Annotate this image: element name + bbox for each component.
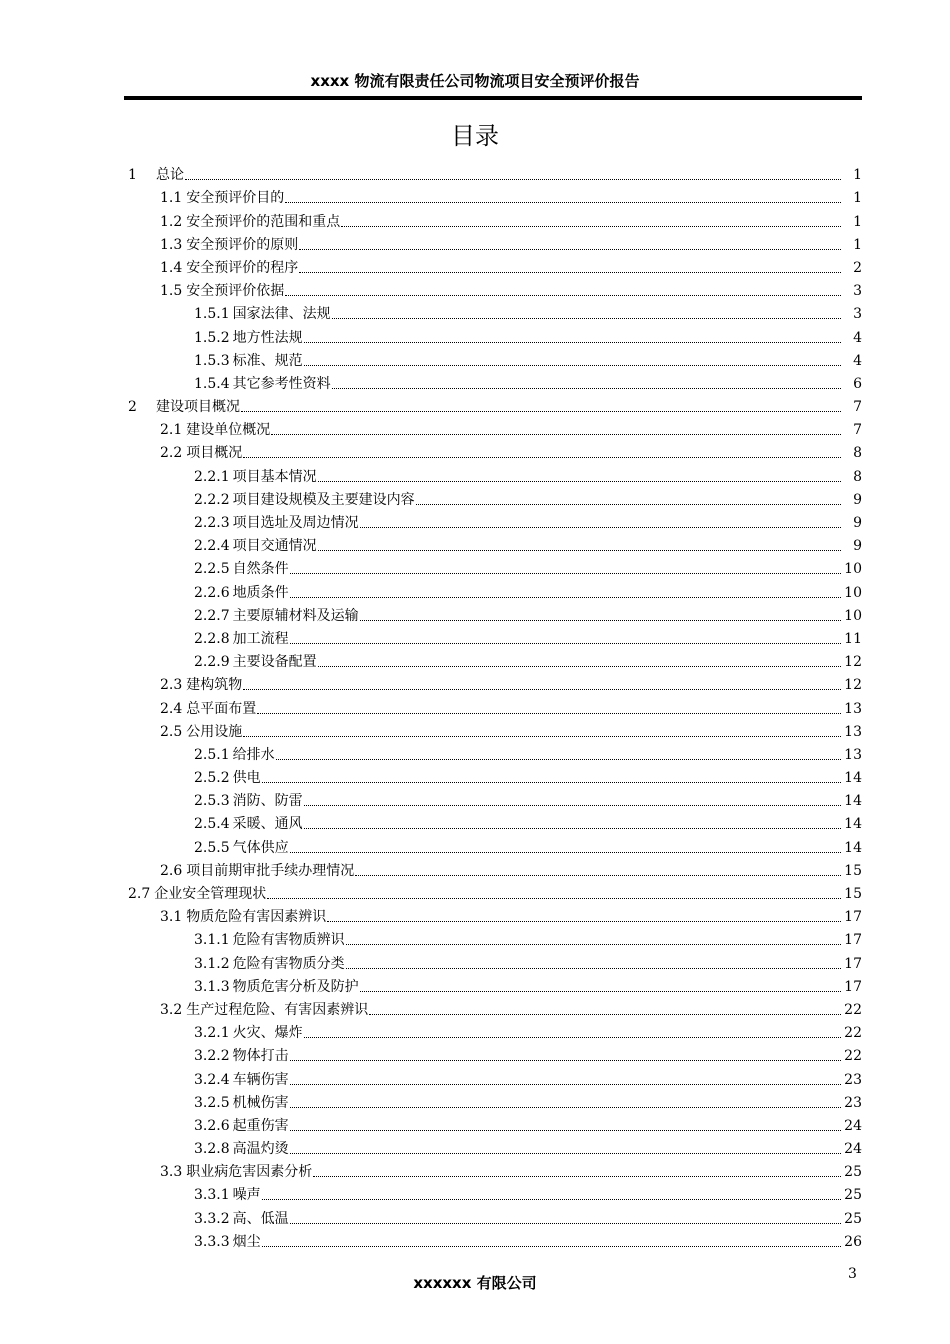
toc-entry-page: 13 xyxy=(844,723,862,740)
toc-entry-label: 危险有害物质分类 xyxy=(232,955,345,972)
toc-entry-page: 12 xyxy=(844,677,862,694)
toc-entry[interactable] xyxy=(124,1181,862,1204)
toc-entry-page: 14 xyxy=(844,839,862,856)
dot-leader xyxy=(369,1013,841,1015)
toc-entry[interactable] xyxy=(124,764,862,787)
toc-entry-label: 标准、规范 xyxy=(232,352,303,369)
toc-entry-label: 项目基本情况 xyxy=(232,468,317,485)
dot-leader xyxy=(304,341,841,343)
toc-entry-label: 项目概况 xyxy=(186,445,243,462)
toc-entry[interactable] xyxy=(124,1158,862,1181)
footer-company: xxxxxx 有限公司 xyxy=(413,1274,537,1292)
toc-entry-number: 2.2.9 xyxy=(194,654,230,671)
toc-entry-label: 烟尘 xyxy=(232,1233,261,1250)
toc-entry[interactable] xyxy=(124,231,862,254)
toc-entry-number: 1 xyxy=(128,167,137,184)
page-number: 3 xyxy=(848,1266,857,1282)
toc-entry-number: 2.5.5 xyxy=(194,839,230,856)
toc-entry-label: 高、低温 xyxy=(232,1210,289,1227)
table-of-contents xyxy=(124,161,862,1251)
toc-entry[interactable] xyxy=(124,277,862,300)
toc-entry-label: 物质危害分析及防护 xyxy=(232,978,359,995)
toc-entry[interactable] xyxy=(124,810,862,833)
toc-entry-page: 22 xyxy=(844,1001,862,1018)
dot-leader xyxy=(346,943,841,945)
toc-entry[interactable] xyxy=(124,509,862,532)
toc-entry-page: 10 xyxy=(844,561,862,578)
toc-entry-page: 25 xyxy=(844,1164,862,1181)
dot-leader xyxy=(290,596,841,598)
toc-entry-page: 25 xyxy=(844,1187,862,1204)
toc-entry-page: 2 xyxy=(853,259,862,276)
dot-leader xyxy=(290,572,841,574)
toc-entry-number: 2.3 xyxy=(160,677,183,694)
toc-entry-page: 8 xyxy=(853,468,862,485)
toc-entry[interactable] xyxy=(124,996,862,1019)
toc-entry-page: 10 xyxy=(844,584,862,601)
toc-entry-label: 建设项目概况 xyxy=(156,399,240,416)
toc-entry-number: 1.5 xyxy=(160,283,183,300)
toc-entry-label: 火灾、爆炸 xyxy=(232,1025,303,1042)
toc-entry[interactable] xyxy=(124,1112,862,1135)
dot-leader xyxy=(285,294,841,296)
toc-entry-page: 17 xyxy=(844,978,862,995)
toc-entry-number: 1.2 xyxy=(160,213,183,230)
toc-entry-number: 1.5.3 xyxy=(194,352,230,369)
toc-entry-number: 2.2.2 xyxy=(194,491,230,508)
toc-entry-page: 22 xyxy=(844,1048,862,1065)
header-rule xyxy=(124,96,862,100)
toc-entry-page: 7 xyxy=(853,422,862,439)
toc-entry[interactable] xyxy=(124,416,862,439)
toc-entry-page: 22 xyxy=(844,1025,862,1042)
toc-entry[interactable] xyxy=(124,949,862,972)
toc-entry-page: 1 xyxy=(853,236,862,253)
dot-leader xyxy=(304,1036,841,1038)
toc-entry[interactable] xyxy=(124,1042,862,1065)
toc-entry-number: 3.1 xyxy=(160,909,183,926)
toc-entry-label: 自然条件 xyxy=(232,561,289,578)
toc-entry-label: 项目前期审批手续办理情况 xyxy=(186,862,355,879)
toc-entry[interactable] xyxy=(124,254,862,277)
dot-leader xyxy=(299,271,841,273)
toc-entry-number: 1.3 xyxy=(160,236,183,253)
dot-leader xyxy=(290,851,841,853)
dot-leader xyxy=(318,665,841,667)
toc-entry-page: 25 xyxy=(844,1210,862,1227)
toc-entry-number: 3.2.1 xyxy=(194,1025,230,1042)
toc-entry-page: 8 xyxy=(853,445,862,462)
toc-entry-page: 1 xyxy=(853,213,862,230)
dot-leader xyxy=(267,897,841,899)
dot-leader xyxy=(290,1129,841,1131)
toc-entry-label: 采暖、通风 xyxy=(232,816,303,833)
dot-leader xyxy=(285,201,841,203)
toc-entry-number: 3.2.5 xyxy=(194,1094,230,1111)
dot-leader xyxy=(313,1175,841,1177)
dot-leader xyxy=(271,433,841,435)
toc-entry-label: 消防、防雷 xyxy=(232,793,303,810)
dot-leader xyxy=(304,364,841,366)
toc-entry[interactable] xyxy=(124,300,862,323)
toc-entry-page: 17 xyxy=(844,932,862,949)
toc-title: 目录 xyxy=(451,122,499,150)
toc-entry-page: 9 xyxy=(853,515,862,531)
dot-leader xyxy=(257,712,841,714)
toc-entry-page: 9 xyxy=(853,538,862,555)
toc-entry-number: 3.3 xyxy=(160,1164,183,1181)
toc-entry[interactable] xyxy=(124,347,862,370)
toc-entry-number: 2.2.7 xyxy=(194,607,230,624)
toc-entry[interactable] xyxy=(124,903,862,926)
toc-entry[interactable] xyxy=(124,833,862,856)
toc-entry[interactable] xyxy=(124,926,862,949)
toc-entry[interactable] xyxy=(124,973,862,996)
toc-entry[interactable] xyxy=(124,787,862,810)
dot-leader xyxy=(327,920,841,922)
toc-entry[interactable] xyxy=(124,323,862,346)
toc-entry-page: 9 xyxy=(853,491,862,508)
dot-leader xyxy=(243,456,841,458)
dot-leader xyxy=(360,619,841,621)
toc-entry[interactable] xyxy=(124,880,862,903)
toc-entry-number: 2.4 xyxy=(160,700,183,717)
dot-leader xyxy=(241,410,841,412)
toc-entry-page: 14 xyxy=(844,770,862,787)
toc-entry-label: 安全预评价的原则 xyxy=(186,236,299,253)
toc-entry-number: 3.1.1 xyxy=(194,932,230,949)
toc-entry-label: 主要原辅材料及运输 xyxy=(232,607,359,624)
toc-entry-number: 2.2.5 xyxy=(194,561,230,578)
toc-entry-label: 公用设施 xyxy=(186,723,243,740)
toc-entry-label: 总平面布置 xyxy=(186,700,257,717)
toc-entry-number: 1.5.4 xyxy=(194,375,230,392)
toc-entry-page: 15 xyxy=(844,862,862,879)
toc-entry[interactable] xyxy=(124,648,862,671)
toc-entry-number: 3.1.3 xyxy=(194,978,230,995)
toc-entry-label: 物质危险有害因素辨识 xyxy=(186,909,327,926)
toc-entry-page: 15 xyxy=(844,886,862,902)
toc-entry-number: 2.2.8 xyxy=(194,630,230,647)
toc-entry-label: 安全预评价目的 xyxy=(186,190,285,207)
toc-entry-number: 2 xyxy=(128,399,137,416)
dot-leader xyxy=(360,990,841,992)
toc-entry[interactable] xyxy=(124,857,862,880)
toc-entry-page: 4 xyxy=(853,352,862,369)
dot-leader xyxy=(290,1106,841,1108)
toc-entry-label: 气体供应 xyxy=(232,839,289,856)
toc-entry[interactable] xyxy=(124,161,862,184)
toc-entry-label: 建构筑物 xyxy=(186,677,243,694)
toc-entry-number: 1.1 xyxy=(160,190,183,207)
toc-entry-label: 噪声 xyxy=(232,1187,261,1204)
dot-leader xyxy=(262,781,841,783)
toc-entry[interactable] xyxy=(124,625,862,648)
dot-leader xyxy=(360,526,841,528)
toc-entry-page: 6 xyxy=(853,375,862,392)
toc-entry-label: 总论 xyxy=(156,167,184,184)
dot-leader xyxy=(262,1198,841,1200)
toc-entry-number: 2.2.4 xyxy=(194,538,230,555)
toc-entry-number: 3.2 xyxy=(160,1001,183,1018)
toc-entry-page: 14 xyxy=(844,793,862,810)
toc-entry-label: 安全预评价依据 xyxy=(186,283,285,300)
toc-entry[interactable] xyxy=(124,439,862,462)
toc-entry-page: 14 xyxy=(844,816,862,833)
toc-entry-number: 2.2 xyxy=(160,445,183,462)
dot-leader xyxy=(318,549,841,551)
toc-entry-label: 国家法律、法规 xyxy=(232,306,331,323)
toc-entry-page: 4 xyxy=(853,329,862,346)
toc-entry[interactable] xyxy=(124,207,862,230)
toc-entry-page: 17 xyxy=(844,955,862,972)
toc-entry-label: 给排水 xyxy=(232,746,275,763)
toc-entry-label: 危险有害物质辨识 xyxy=(232,932,345,949)
toc-entry[interactable] xyxy=(124,578,862,601)
dot-leader xyxy=(276,758,841,760)
toc-entry-page: 12 xyxy=(844,654,862,671)
toc-entry-page: 3 xyxy=(853,283,862,300)
toc-entry-page: 1 xyxy=(853,190,862,207)
dot-leader xyxy=(299,248,841,250)
toc-entry-number: 2.6 xyxy=(160,862,183,879)
toc-entry-page: 1 xyxy=(853,167,862,184)
toc-entry[interactable] xyxy=(124,393,862,416)
toc-entry-number: 3.1.2 xyxy=(194,955,230,972)
toc-entry[interactable] xyxy=(124,718,862,741)
toc-entry-page: 23 xyxy=(844,1094,862,1111)
dot-leader xyxy=(416,503,841,505)
dot-leader xyxy=(290,1222,841,1224)
dot-leader xyxy=(355,874,841,876)
toc-entry-page: 24 xyxy=(844,1117,862,1134)
toc-entry-label: 生产过程危险、有害因素辨识 xyxy=(186,1001,369,1018)
toc-entry-label: 起重伤害 xyxy=(232,1117,289,1134)
toc-entry-label: 其它参考性资料 xyxy=(232,375,331,392)
toc-entry-number: 1.5.2 xyxy=(194,329,230,346)
toc-entry-number: 2.5.1 xyxy=(194,746,230,763)
toc-entry[interactable] xyxy=(124,462,862,485)
toc-entry-label: 安全预评价的范围和重点 xyxy=(186,213,341,230)
toc-entry-label: 供电 xyxy=(232,770,261,787)
toc-entry-page: 24 xyxy=(844,1141,862,1158)
toc-entry-number: 3.2.8 xyxy=(194,1141,230,1158)
toc-entry-number: 1.4 xyxy=(160,259,183,276)
dot-leader xyxy=(346,967,841,969)
dot-leader xyxy=(304,804,841,806)
toc-entry-label: 加工流程 xyxy=(232,630,289,647)
toc-entry-label: 主要设备配置 xyxy=(232,654,317,671)
dot-leader xyxy=(243,735,841,737)
dot-leader xyxy=(290,642,841,644)
toc-entry-number: 3.3.2 xyxy=(194,1210,230,1227)
dot-leader xyxy=(304,827,841,829)
toc-entry[interactable] xyxy=(124,741,862,764)
dot-leader xyxy=(332,317,841,319)
toc-entry-label: 建设单位概况 xyxy=(186,422,271,439)
dot-leader xyxy=(262,1245,841,1247)
toc-entry-number: 2.2.3 xyxy=(194,515,230,531)
toc-entry-number: 3.3.3 xyxy=(194,1233,230,1250)
toc-entry[interactable] xyxy=(124,370,862,393)
toc-entry-number: 2.2.1 xyxy=(194,468,230,485)
toc-entry-label: 车辆伤害 xyxy=(232,1071,289,1088)
toc-entry-page: 26 xyxy=(844,1233,862,1250)
dot-leader xyxy=(318,480,841,482)
toc-entry-number: 2.5.2 xyxy=(194,770,230,787)
dot-leader xyxy=(185,178,841,180)
toc-entry-label: 项目选址及周边情况 xyxy=(232,515,359,531)
toc-entry-number: 2.7 xyxy=(128,886,151,902)
toc-entry[interactable] xyxy=(124,1135,862,1158)
toc-entry-label: 地质条件 xyxy=(232,584,289,601)
toc-entry-page: 23 xyxy=(844,1071,862,1088)
toc-entry-number: 3.2.2 xyxy=(194,1048,230,1065)
toc-entry-number: 3.2.4 xyxy=(194,1071,230,1088)
toc-entry[interactable] xyxy=(124,602,862,625)
toc-entry-number: 2.1 xyxy=(160,422,183,439)
toc-entry[interactable] xyxy=(124,694,862,717)
toc-entry-number: 2.5.3 xyxy=(194,793,230,810)
toc-entry-label: 机械伤害 xyxy=(232,1094,289,1111)
dot-leader xyxy=(290,1083,841,1085)
toc-entry[interactable] xyxy=(124,184,862,207)
toc-entry[interactable] xyxy=(124,555,862,578)
toc-entry[interactable] xyxy=(124,1204,862,1227)
toc-entry[interactable] xyxy=(124,1228,862,1251)
toc-entry-page: 11 xyxy=(844,630,862,647)
toc-entry-page: 13 xyxy=(844,746,862,763)
dot-leader xyxy=(290,1059,841,1061)
toc-entry-number: 2.5 xyxy=(160,723,183,740)
toc-entry[interactable] xyxy=(124,1019,862,1042)
toc-entry-page: 13 xyxy=(844,700,862,717)
dot-leader xyxy=(243,688,841,690)
toc-entry-page: 17 xyxy=(844,909,862,926)
toc-entry[interactable] xyxy=(124,1089,862,1112)
toc-entry[interactable] xyxy=(124,1065,862,1088)
toc-entry-page: 3 xyxy=(853,306,862,323)
toc-entry-label: 地方性法规 xyxy=(232,329,303,346)
toc-entry-number: 3.3.1 xyxy=(194,1187,230,1204)
toc-entry-label: 职业病危害因素分析 xyxy=(186,1164,313,1181)
toc-entry-label: 项目建设规模及主要建设内容 xyxy=(232,491,415,508)
toc-entry-label: 项目交通情况 xyxy=(232,538,317,555)
toc-entry-number: 2.2.6 xyxy=(194,584,230,601)
toc-entry[interactable] xyxy=(124,671,862,694)
toc-entry-label: 高温灼烫 xyxy=(232,1141,289,1158)
dot-leader xyxy=(341,225,841,227)
toc-entry-number: 1.5.1 xyxy=(194,306,230,323)
document-header-title: xxxx 物流有限责任公司物流项目安全预评价报告 xyxy=(310,72,640,90)
toc-entry[interactable] xyxy=(124,532,862,555)
toc-entry-label: 物体打击 xyxy=(232,1048,289,1065)
toc-entry[interactable] xyxy=(124,486,862,509)
toc-entry-page: 10 xyxy=(844,607,862,624)
toc-entry-label: 安全预评价的程序 xyxy=(186,259,299,276)
toc-entry-page: 7 xyxy=(853,399,862,416)
toc-entry-label: 企业安全管理现状 xyxy=(154,886,267,902)
dot-leader xyxy=(332,387,841,389)
toc-entry-number: 3.2.6 xyxy=(194,1117,230,1134)
toc-entry-number: 2.5.4 xyxy=(194,816,230,833)
dot-leader xyxy=(290,1152,841,1154)
